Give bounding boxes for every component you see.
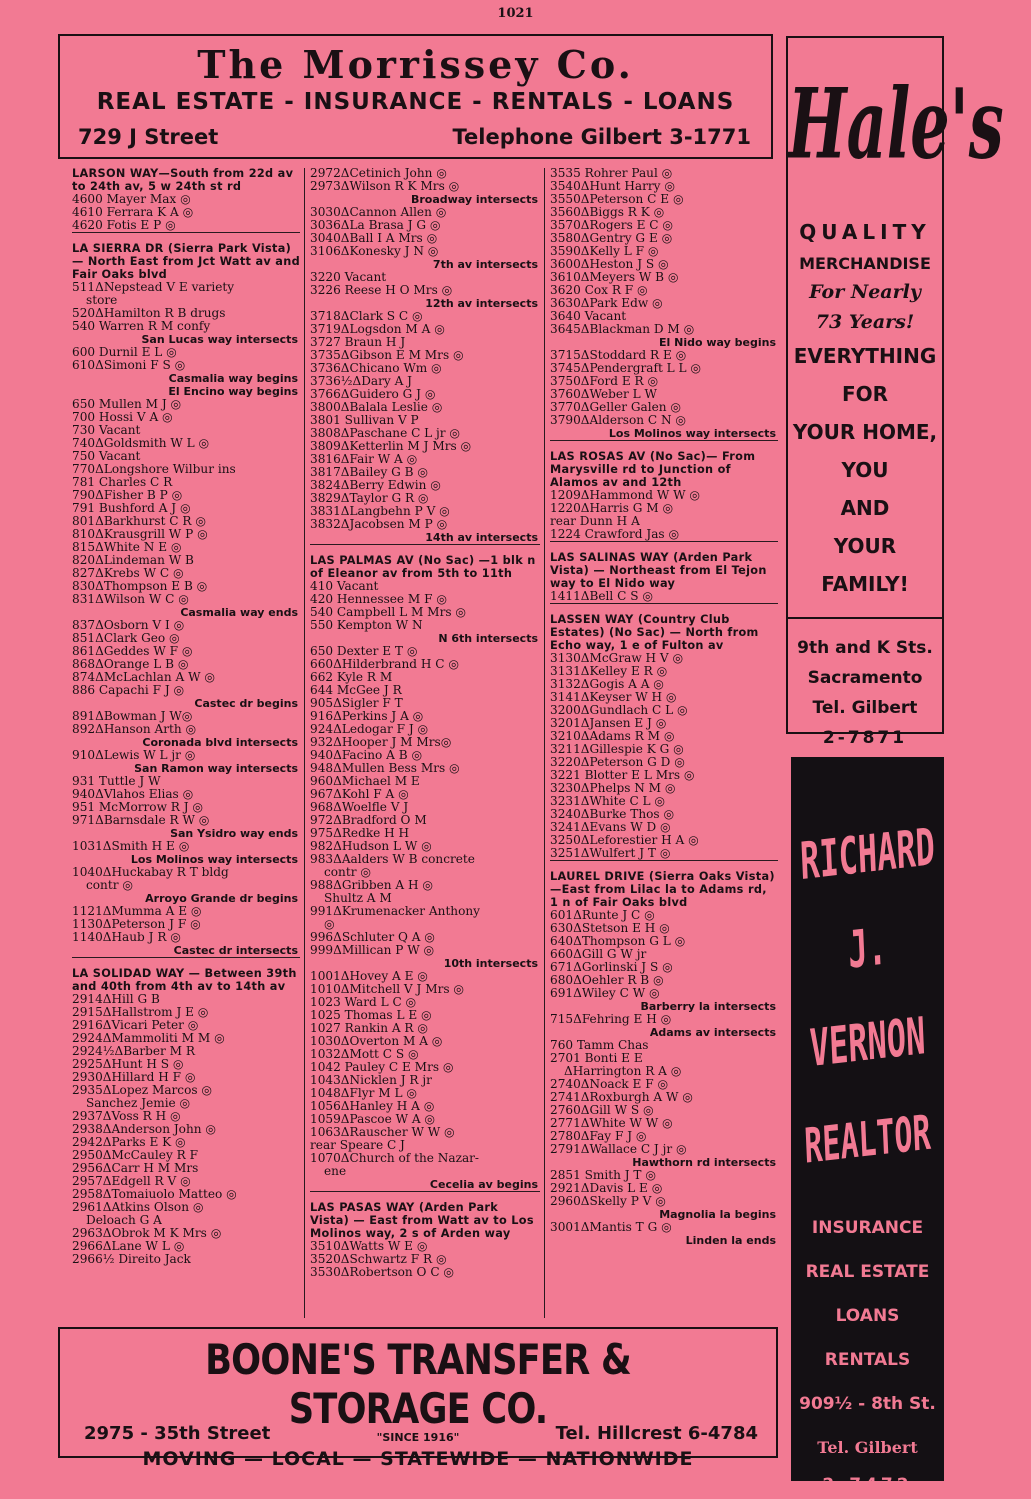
directory-column-1: [72, 167, 300, 1266]
directory-entry: 2915ΔHallstrom J E ◎: [72, 1006, 209, 1019]
hales-for: FOR: [841, 382, 889, 406]
directory-entry: 1040ΔHuckabay R T bldg: [72, 866, 229, 879]
directory-entry: 3230ΔPhelps N M ◎: [550, 782, 676, 795]
directory-entry: 3829ΔTaylor G R ◎: [310, 492, 429, 505]
directory-entry: 975ΔRedke H H: [310, 827, 410, 840]
directory-entry: 2972ΔCetinich John ◎: [310, 167, 447, 180]
street-heading: LAUREL DRIVE (Sierra Oaks Vista)—East from Lilac la to Adams rd, 1 n of Fair Oaks blvd: [550, 870, 775, 909]
directory-entry: 630ΔStetson E H ◎: [550, 922, 670, 935]
directory-entry: 940ΔFacino A B ◎: [310, 749, 423, 762]
morrissey-name: The Morrissey Co.: [197, 42, 634, 87]
street-heading: LARSON WAY—South from 22d av to 24th av, 5 w 24th st rd: [72, 167, 294, 193]
hales-family: FAMILY!: [821, 572, 909, 596]
directory-entry: 3040ΔBall I A Mrs ◎: [310, 232, 438, 245]
directory-entry: 3770ΔGeller Galen ◎: [550, 401, 681, 414]
directory-entry: 905ΔSigler F T: [310, 697, 403, 710]
directory-entry: 2914ΔHill G B: [72, 993, 160, 1006]
directory-entry: 3735ΔGibson E M Mrs ◎: [310, 349, 464, 362]
directory-entry: 967ΔKohl F A ◎: [310, 788, 409, 801]
directory-entry: 2701 Bonti E E: [550, 1052, 643, 1065]
directory-entry: 3001ΔMantis T G ◎: [550, 1221, 672, 1234]
hales-tel: Tel. Gilbert: [812, 698, 918, 718]
directory-entry: 3520ΔSchwartz F R ◎: [310, 1253, 447, 1266]
directory-entry: 2925ΔHunt H S ◎: [72, 1058, 184, 1071]
vernon-realtor: REALTOR: [803, 1105, 932, 1176]
directory-entry: 820ΔLindeman W B: [72, 554, 194, 567]
directory-entry: 830ΔThompson E B ◎: [72, 580, 208, 593]
directory-entry: 2960ΔSkelly P V ◎: [550, 1195, 666, 1208]
vernon-number: 2-7472: [822, 1475, 913, 1495]
directory-entry: 790ΔFisher B P ◎: [72, 489, 183, 502]
directory-entry: 740ΔGoldsmith W L ◎: [72, 437, 210, 450]
directory-entry: 3824ΔBerry Edwin ◎: [310, 479, 441, 492]
directory-entry: 2956ΔCarr H M Mrs: [72, 1162, 199, 1175]
intersection-note: Hawthorn rd intersects: [632, 1156, 776, 1169]
directory-entry: 1121ΔMumma A E ◎: [72, 905, 202, 918]
directory-entry: 671ΔGorlinski J S ◎: [550, 961, 673, 974]
directory-entry: 4610 Ferrara K A ◎: [72, 206, 194, 219]
directory-entry: 3801 Sullivan V P: [310, 414, 419, 427]
directory-entry: 2924½ΔBarber M R: [72, 1045, 195, 1058]
directory-entry: 3141ΔKeyser W H ◎: [550, 691, 677, 704]
entry-continuation: ◎: [324, 918, 335, 931]
page-number: 1021: [497, 6, 534, 21]
intersection-note: 14th av intersects: [310, 531, 540, 545]
directory-entry: 3030ΔCannon Allen ◎: [310, 206, 447, 219]
directory-entry: 4620 Fotis E P ◎: [72, 219, 300, 233]
entry-continuation: Deloach G A: [86, 1214, 162, 1227]
directory-entry: 910ΔLewis W L jr ◎: [72, 749, 196, 762]
directory-entry: 2916ΔVicari Peter ◎: [72, 1019, 199, 1032]
directory-entry: 601ΔRunte J C ◎: [550, 909, 655, 922]
directory-entry: 1220ΔHarris G M ◎: [550, 502, 674, 515]
vernon-loans: LOANS: [835, 1306, 900, 1326]
directory-entry: 650 Dexter E T ◎: [310, 645, 418, 658]
directory-entry: 1023 Ward L C ◎: [310, 996, 417, 1009]
vernon-insurance: INSURANCE: [811, 1218, 924, 1238]
directory-entry: 810ΔKrausgrill W P ◎: [72, 528, 208, 541]
directory-entry: 2961ΔAtkins Olson ◎: [72, 1201, 204, 1214]
intersection-note: Coronada blvd intersects: [142, 736, 298, 749]
directory-entry: 3530ΔRobertson O C ◎: [310, 1266, 454, 1279]
hales-your: YOUR: [833, 534, 897, 558]
directory-entry: 420 Hennessee M F ◎: [310, 593, 447, 606]
directory-entry: 3590ΔKelly L F ◎: [550, 245, 659, 258]
column-divider: [544, 168, 545, 1318]
directory-entry: 1042 Pauley C E Mrs ◎: [310, 1061, 454, 1074]
directory-entry: 932ΔHooper J M Mrs◎: [310, 736, 452, 749]
directory-entry: 1063ΔRauscher W W ◎: [310, 1126, 455, 1139]
directory-entry: 3221 Blotter E L Mrs ◎: [550, 769, 695, 782]
directory-entry: 2924ΔMammoliti M M ◎: [72, 1032, 225, 1045]
directory-entry: 1025 Thomas L E ◎: [310, 1009, 432, 1022]
directory-entry: 660ΔGill G W jr: [550, 948, 647, 961]
directory-entry: 2780ΔFay F J ◎: [550, 1130, 647, 1143]
directory-entry: 660ΔHilderbrand H C ◎: [310, 658, 459, 671]
directory-entry: 540 Warren R M confy: [72, 320, 211, 333]
directory-entry: 3745ΔPendergraft L L ◎: [550, 362, 701, 375]
directory-entry: 600 Durnil E L ◎: [72, 346, 177, 359]
intersection-note: Los Molinos way intersects: [550, 427, 778, 441]
hales-number: 2-7871: [822, 728, 908, 748]
directory-entry: 2921ΔDavis L E ◎: [550, 1182, 663, 1195]
directory-entry: 2973ΔWilson R K Mrs ◎: [310, 180, 460, 193]
directory-entry: 662 Kyle R M: [310, 671, 393, 684]
directory-entry: 781 Charles C R: [72, 476, 173, 489]
intersection-note: Casmalia way begins: [168, 372, 298, 385]
directory-entry: 988ΔGribben A H ◎: [310, 879, 433, 892]
directory-entry: 3036ΔLa Brasa J G ◎: [310, 219, 441, 232]
directory-entry: 1224 Crawford Jas ◎: [550, 528, 778, 542]
directory-entry: 1130ΔPeterson J F ◎: [72, 918, 201, 931]
directory-entry: 971ΔBarnsdale R W ◎: [72, 814, 210, 827]
directory-entry: 3211ΔGillespie K G ◎: [550, 743, 684, 756]
directory-entry: 610ΔSimoni F S ◎: [72, 359, 186, 372]
morrissey-services: REAL ESTATE - INSURANCE - RENTALS - LOANS: [96, 89, 735, 115]
directory-entry: 3535 Rohrer Paul ◎: [550, 167, 673, 180]
directory-entry: 1030ΔOverton M A ◎: [310, 1035, 443, 1048]
intersection-note: Castec dr intersects: [72, 944, 300, 958]
hales-and: AND: [840, 496, 890, 520]
intersection-note: Cecelia av begins: [310, 1178, 540, 1192]
intersection-note: El Nido way begins: [659, 336, 776, 349]
entry-continuation: ΔHarrington R A ◎: [564, 1065, 682, 1078]
directory-entry: 3766ΔGuidero G J ◎: [310, 388, 436, 401]
directory-entry: 3715ΔStoddard R E ◎: [550, 349, 687, 362]
directory-entry: 4600 Mayer Max ◎: [72, 193, 191, 206]
hales-years: 73 Years!: [815, 311, 915, 333]
intersection-note: Barberry la intersects: [640, 1000, 776, 1013]
directory-entry: 3832ΔJacobsen M P ◎: [310, 518, 448, 531]
hales-everything: EVERYTHING: [793, 344, 937, 368]
directory-entry: 3510ΔWatts W E ◎: [310, 1240, 428, 1253]
directory-entry: 750 Vacant: [72, 450, 141, 463]
street-heading: LAS SALINAS WAY (Arden Park Vista) — Northeast from El Tejon way to El Nido way: [550, 551, 767, 590]
directory-entry: 2950ΔMcCauley R F: [72, 1149, 198, 1162]
directory-entry: 960ΔMichael M E: [310, 775, 420, 788]
intersection-note: San Lucas way intersects: [141, 333, 298, 346]
vernon-initial: J.: [846, 915, 889, 981]
directory-entry: 801ΔBarkhurst C R ◎: [72, 515, 206, 528]
directory-entry: 831ΔWilson W C ◎: [72, 593, 189, 606]
directory-column-2: [310, 167, 540, 1279]
street-heading: LAS ROSAS AV (No Sac)— From Marysville rd to Junction of Alamos av and 12th: [550, 450, 756, 489]
directory-entry: 951 McMorrow R J ◎: [72, 801, 203, 814]
intersection-note: Arroyo Grande dr begins: [145, 892, 298, 905]
street-heading: LA SOLIDAD WAY — Between 39th and 40th from 4th av to 14th av: [72, 967, 297, 993]
boone-name: BOONE'S TRANSFER & STORAGE CO.: [205, 1335, 631, 1433]
directory-entry: 1032ΔMott C S ◎: [310, 1048, 419, 1061]
directory-entry: 1059ΔPascoe W A ◎: [310, 1113, 435, 1126]
directory-entry: rear Speare C J: [310, 1139, 405, 1152]
directory-entry: 791 Bushford A J ◎: [72, 502, 191, 515]
directory-entry: 3220ΔPeterson G D ◎: [550, 756, 685, 769]
morrissey-address: 729 J Street: [78, 125, 219, 149]
directory-entry: 3106ΔKonesky J N ◎: [310, 245, 439, 258]
directory-entry: 3640 Vacant: [550, 310, 627, 323]
directory-entry: 999ΔMillican P W ◎: [310, 944, 435, 957]
directory-entry: 991ΔKrumenacker Anthony: [310, 905, 481, 918]
directory-entry: 886 Capachi F J ◎: [72, 684, 185, 697]
vernon-real-estate: REAL ESTATE: [805, 1262, 930, 1282]
entry-continuation: Sanchez Jemie ◎: [86, 1097, 191, 1110]
directory-entry: 1140ΔHaub J R ◎: [72, 931, 181, 944]
directory-entry: 916ΔPerkins J A ◎: [310, 710, 424, 723]
entry-continuation: contr ◎: [324, 866, 371, 879]
directory-entry: 3210ΔAdams R M ◎: [550, 730, 675, 743]
directory-entry: 3831ΔLangbehn P V ◎: [310, 505, 450, 518]
directory-entry: 1209ΔHammond W W ◎: [550, 489, 700, 502]
directory-entry: 3540ΔHunt Harry ◎: [550, 180, 675, 193]
directory-entry: 3736½ΔDary A J: [310, 375, 413, 388]
directory-entry: 3550ΔPeterson C E ◎: [550, 193, 684, 206]
hales-quality: QUALITY: [799, 220, 931, 244]
directory-entry: 972ΔBradford O M: [310, 814, 427, 827]
street-heading: LA SIERRA DR (Sierra Park Vista) — North East from Jct Watt av and Fair Oaks blvd: [72, 242, 300, 281]
directory-entry: 511ΔNepstead V E variety: [72, 281, 235, 294]
directory-entry: 640ΔThompson G L ◎: [550, 935, 686, 948]
directory-entry: 996ΔSchluter Q A ◎: [310, 931, 435, 944]
vernon-tel: Tel. Gilbert: [817, 1438, 918, 1457]
directory-entry: 3241ΔEvans W D ◎: [550, 821, 671, 834]
hales-you: YOU: [841, 458, 889, 482]
intersection-note: El Encino way begins: [168, 385, 298, 398]
directory-entry: 3131ΔKelley E R ◎: [550, 665, 668, 678]
directory-entry: 3736ΔChicano Wm ◎: [310, 362, 442, 375]
directory-entry: 3760ΔWeber L W: [550, 388, 657, 401]
directory-column-3: [550, 167, 778, 1247]
directory-entry: 3580ΔGentry G E ◎: [550, 232, 673, 245]
directory-entry: 931 Tuttle J W: [72, 775, 161, 788]
directory-entry: 983ΔAalders W B concrete: [310, 853, 475, 866]
directory-entry: 2935ΔLopez Marcos ◎: [72, 1084, 212, 1097]
boone-address: 2975 - 35th Street: [84, 1423, 271, 1444]
street-heading: LAS PALMAS AV (No Sac) —1 blk n of Eleanor av from 5th to 11th: [310, 554, 536, 580]
hales-home: YOUR HOME,: [792, 420, 938, 444]
directory-entry: 3719ΔLogsdon M A ◎: [310, 323, 445, 336]
directory-entry: 3718ΔClark S C ◎: [310, 310, 423, 323]
directory-entry: 1043ΔNicklen J R jr: [310, 1074, 432, 1087]
directory-entry: 3240ΔBurke Thos ◎: [550, 808, 675, 821]
intersection-note: Castec dr begins: [194, 697, 298, 710]
hales-logo: Hale's: [788, 67, 1004, 181]
hales-nearly: For Nearly: [809, 281, 921, 303]
directory-entry: 3560ΔBiggs R K ◎: [550, 206, 665, 219]
intersection-note: San Ramon way intersects: [134, 762, 298, 775]
directory-entry: 2937ΔVoss R H ◎: [72, 1110, 181, 1123]
directory-entry: 650 Mullen M J ◎: [72, 398, 182, 411]
entry-continuation: store: [86, 294, 118, 307]
directory-entry: rear Dunn H A: [550, 515, 640, 528]
directory-entry: 891ΔBowman J W◎: [72, 710, 193, 723]
vernon-first-name: RICHARD: [798, 816, 937, 892]
directory-entry: 948ΔMullen Bess Mrs ◎: [310, 762, 460, 775]
vernon-last-name: VERNON: [808, 1005, 927, 1079]
directory-entry: 815ΔWhite N E ◎: [72, 541, 182, 554]
directory-entry: 1010ΔMitchell V J Mrs ◎: [310, 983, 464, 996]
directory-entry: 760 Tamm Chas: [550, 1039, 649, 1052]
directory-entry: 1031ΔSmith H E ◎: [72, 840, 190, 853]
directory-entry: 2741ΔRoxburgh A W ◎: [550, 1091, 693, 1104]
directory-entry: 2771ΔWhite W W ◎: [550, 1117, 673, 1130]
directory-entry: 2966ΔLane W L ◎: [72, 1240, 185, 1253]
directory-entry: 3817ΔBailey G B ◎: [310, 466, 428, 479]
directory-entry: 3251ΔWulfert J T ◎: [550, 847, 778, 861]
directory-entry: 3250ΔLeforestier H A ◎: [550, 834, 699, 847]
column-divider: [304, 168, 305, 1318]
directory-entry: 2963ΔObrok M K Mrs ◎: [72, 1227, 222, 1240]
directory-entry: 1001ΔHovey A E ◎: [310, 970, 428, 983]
directory-entry: 851ΔClark Geo ◎: [72, 632, 180, 645]
directory-entry: 868ΔOrange L B ◎: [72, 658, 189, 671]
vernon-rentals: RENTALS: [824, 1350, 911, 1370]
intersection-note: Adams av intersects: [649, 1026, 776, 1039]
directory-entry: 1070ΔChurch of the Nazar-: [310, 1152, 480, 1165]
intersection-note: Linden la ends: [685, 1234, 776, 1247]
morrissey-telephone: Telephone Gilbert 3-1771: [452, 125, 751, 149]
intersection-note: Casmalia way ends: [180, 606, 298, 619]
directory-entry: 540 Campbell L M Mrs ◎: [310, 606, 466, 619]
directory-entry: 770ΔLongshore Wilbur ins: [72, 463, 236, 476]
directory-entry: 3220 Vacant: [310, 271, 387, 284]
directory-entry: 1411ΔBell C S ◎: [550, 590, 778, 604]
hales-streets: 9th and K Sts.: [797, 638, 933, 658]
directory-entry: 837ΔOsborn V I ◎: [72, 619, 185, 632]
street-heading: LAS PASAS WAY (Arden Park Vista) — East from Watt av to Los Molinos way, 2 s of Arden way: [310, 1201, 534, 1240]
boone-telephone: Tel. Hillcrest 6-4784: [555, 1423, 758, 1444]
boone-ad: [58, 1327, 778, 1470]
directory-entry: 3727 Braun H J: [310, 336, 406, 349]
directory-entry: 3808ΔPaschane C L jr ◎: [310, 427, 460, 440]
directory-entry: 2957ΔEdgell R V ◎: [72, 1175, 191, 1188]
directory-entry: 892ΔHanson Arth ◎: [72, 723, 197, 736]
street-heading: LASSEN WAY (Country Club Estates) (No Sac) — North from Echo way, 1 e of Fulton av: [550, 613, 759, 652]
directory-entry: 1027 Rankin A R ◎: [310, 1022, 428, 1035]
directory-entry: 2938ΔAnderson John ◎: [72, 1123, 216, 1136]
directory-entry: 827ΔKrebs W C ◎: [72, 567, 184, 580]
intersection-note: San Ysidro way ends: [170, 827, 298, 840]
intersection-note: Los Molinos way intersects: [130, 853, 298, 866]
directory-entry: 3750ΔFord E R ◎: [550, 375, 659, 388]
directory-entry: 3132ΔGogis A A ◎: [550, 678, 664, 691]
hales-city: Sacramento: [807, 668, 923, 688]
directory-entry: 550 Kempton W N: [310, 619, 423, 632]
directory-entry: 2851 Smith J T ◎: [550, 1169, 656, 1182]
directory-entry: 2942ΔParks E K ◎: [72, 1136, 186, 1149]
intersection-note: Broadway intersects: [411, 193, 538, 206]
directory-entry: 861ΔGeddes W F ◎: [72, 645, 193, 658]
directory-entry: 3200ΔGundlach C L ◎: [550, 704, 688, 717]
directory-entry: 968ΔWoelfle V J: [310, 801, 409, 814]
hales-merchandise: MERCHANDISE: [799, 254, 931, 273]
intersection-note: N 6th intersects: [438, 632, 538, 645]
directory-entry: 644 McGee J R: [310, 684, 402, 697]
directory-entry: 680ΔOehler R B ◎: [550, 974, 664, 987]
directory-entry: 700 Hossi V A ◎: [72, 411, 173, 424]
directory-entry: 410 Vacant: [310, 580, 379, 593]
directory-entry: 2740ΔNoack E F ◎: [550, 1078, 668, 1091]
directory-entry: 2760ΔGill W S ◎: [550, 1104, 654, 1117]
directory-entry: 3570ΔRogers E C ◎: [550, 219, 673, 232]
directory-entry: 3226 Reese H O Mrs ◎: [310, 284, 453, 297]
directory-entry: 2930ΔHillard H F ◎: [72, 1071, 196, 1084]
directory-entry: 3201ΔJansen E J ◎: [550, 717, 667, 730]
directory-entry: 3645ΔBlackman D M ◎: [550, 323, 695, 336]
directory-entry: 1056ΔHanley H A ◎: [310, 1100, 435, 1113]
hales-divider: [788, 617, 942, 619]
directory-entry: 3130ΔMcGraw H V ◎: [550, 652, 684, 665]
directory-entry: 3809ΔKetterlin M J Mrs ◎: [310, 440, 472, 453]
directory-entry: 940ΔVlahos Elias ◎: [72, 788, 194, 801]
directory-entry: 3790ΔAlderson C N ◎: [550, 414, 686, 427]
morrissey-ad: [58, 34, 773, 159]
directory-entry: 691ΔWiley C W ◎: [550, 987, 660, 1000]
directory-entry: 3630ΔPark Edw ◎: [550, 297, 663, 310]
boone-since: "SINCE 1916": [376, 1431, 460, 1444]
intersection-note: Magnolia la begins: [659, 1208, 776, 1221]
entry-continuation: ene: [324, 1165, 347, 1178]
directory-entry: 982ΔHudson L W ◎: [310, 840, 432, 853]
directory-entry: 874ΔMcLachlan A W ◎: [72, 671, 215, 684]
vernon-ad: [791, 757, 944, 1495]
directory-entry: 730 Vacant: [72, 424, 141, 437]
directory-entry: 2791ΔWallace C J jr ◎: [550, 1143, 687, 1156]
hales-ad: [786, 36, 1004, 748]
directory-entry: 2958ΔTomaiuolo Matteo ◎: [72, 1188, 237, 1201]
intersection-note: 7th av intersects: [432, 258, 538, 271]
directory-entry: 3610ΔMeyers W B ◎: [550, 271, 679, 284]
directory-entry: 3816ΔFair W A ◎: [310, 453, 418, 466]
directory-entry: 3620 Cox R F ◎: [550, 284, 648, 297]
intersection-note: 12th av intersects: [425, 297, 538, 310]
directory-entry: 715ΔFehring E H ◎: [550, 1013, 672, 1026]
entry-continuation: Shultz A M: [324, 892, 392, 905]
directory-entry: 2966½ Direito Jack: [72, 1253, 191, 1266]
entry-continuation: contr ◎: [86, 879, 133, 892]
directory-entry: 520ΔHamilton R B drugs: [72, 307, 226, 320]
directory-entry: 3600ΔHeston J S ◎: [550, 258, 669, 271]
intersection-note: 10th intersects: [443, 957, 538, 970]
vernon-address: 909½ - 8th St.: [799, 1394, 936, 1414]
directory-entry: 1048ΔFlyr M L ◎: [310, 1087, 417, 1100]
directory-entry: 3800ΔBalala Leslie ◎: [310, 401, 443, 414]
directory-entry: 3231ΔWhite C L ◎: [550, 795, 665, 808]
boone-moving: MOVING — LOCAL — STATEWIDE — NATIONWIDE: [142, 1448, 694, 1470]
directory-entry: 924ΔLedogar F J ◎: [310, 723, 429, 736]
